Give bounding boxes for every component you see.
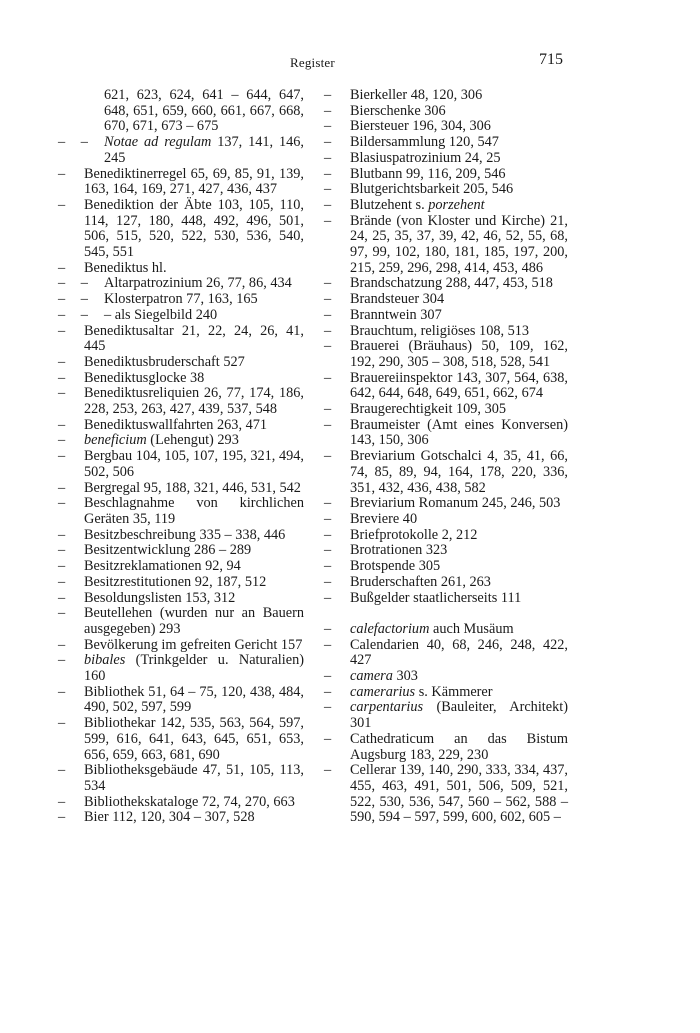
index-entry bbox=[324, 167, 568, 183]
entry-text bbox=[350, 118, 491, 134]
entry-body: Benediktion der Äbte 103, 105, 110, 114, 127, 180, 448, 492, 496, 501, 506, 515, 520, 522, 530, 536, 540, 545, 551 bbox=[84, 196, 304, 261]
entry-text bbox=[84, 637, 302, 653]
entry-body: 303 bbox=[392, 668, 418, 684]
entry-body: Bibliothekskataloge 72, 74, 270, 663 bbox=[84, 793, 295, 810]
entry-dash: – bbox=[58, 432, 66, 449]
entry-text bbox=[84, 684, 304, 716]
entry-dash: – bbox=[324, 212, 332, 229]
index-entry bbox=[324, 496, 568, 512]
index-entry bbox=[58, 575, 304, 591]
entry-body: Besitzbeschreibung 335 – 338, 446 bbox=[84, 526, 286, 543]
entry-dash: – bbox=[324, 275, 332, 292]
entry-dash: – bbox=[58, 353, 66, 370]
index-entry bbox=[58, 716, 304, 763]
entry-body: Benediktusreliquien 26, 77, 174, 186, 228, 253, 263, 427, 439, 537, 548 bbox=[84, 385, 304, 418]
entry-dash: – bbox=[58, 322, 66, 339]
entry-text bbox=[350, 417, 568, 449]
entry-dash: – bbox=[324, 542, 332, 559]
entry-body: Besitzrestitutionen 92, 187, 512 bbox=[84, 573, 267, 590]
entry-dash: – bbox=[58, 495, 66, 512]
entry-body: Benediktinerregel 65, 69, 85, 91, 139, 163, 164, 169, 271, 427, 436, 437 bbox=[84, 165, 304, 198]
entry-dash: – bbox=[324, 118, 332, 135]
index-entry bbox=[58, 543, 304, 559]
entry-body: Breviarium Gotschalci 4, 35, 41, 66, 74, 85, 89, 94, 164, 178, 220, 336, 351, 432, 436, 438, 582 bbox=[350, 448, 568, 496]
entry-body: (Bauleiter, Architekt) 301 bbox=[350, 699, 568, 732]
entry-dash: – bbox=[58, 809, 66, 826]
index-entry bbox=[58, 198, 304, 261]
index-entry bbox=[324, 622, 568, 638]
entry-body: Blasiuspatrozinium 24, 25 bbox=[350, 149, 501, 166]
entry-text bbox=[350, 291, 444, 307]
entry-body: Altarpatrozinium 26, 77, 86, 434 bbox=[104, 275, 292, 292]
index-entry bbox=[324, 543, 568, 559]
entry-body: Benediktuswallfahrten 263, 471 bbox=[84, 416, 268, 433]
entry-text bbox=[84, 542, 251, 558]
entry-dash: – bbox=[324, 416, 332, 433]
index-entry bbox=[58, 606, 304, 637]
entry-dash: – bbox=[324, 589, 332, 606]
entry-body: s. Kämmerer bbox=[415, 683, 493, 700]
entry-text bbox=[84, 715, 304, 762]
entry-text bbox=[350, 370, 568, 402]
entry-body: Braumeister (Amt eines Konversen) 143, 150, 306 bbox=[350, 416, 568, 449]
index-entry bbox=[58, 371, 304, 387]
entry-body: Benediktus hl. bbox=[84, 259, 167, 276]
index-entry bbox=[58, 810, 304, 826]
entry-text bbox=[350, 558, 440, 574]
entry-body: Klosterpatron 77, 163, 165 bbox=[104, 291, 258, 308]
entry-body: Blutbann 99, 116, 209, 546 bbox=[350, 165, 506, 182]
entry-text bbox=[350, 213, 568, 276]
entry-body: Benediktusglocke 38 bbox=[84, 369, 205, 386]
entry-body: Calendarien 40, 68, 246, 248, 422, 427 bbox=[350, 636, 568, 669]
index-entry bbox=[58, 261, 304, 277]
index-entry bbox=[324, 151, 568, 167]
entry-italic-term: camera bbox=[350, 668, 393, 684]
entry-body: 621, 623, 624, 641 – 644, 647, 648, 651, 659, 660, 661, 667, 668, 670, 671, 673 – 675 bbox=[104, 87, 304, 135]
entry-body: Brandsteuer 304 bbox=[350, 291, 445, 308]
index-entry bbox=[324, 449, 568, 496]
entry-text bbox=[84, 809, 255, 825]
entry-body: Bibliothek 51, 64 – 75, 120, 438, 484, 490, 502, 597, 599 bbox=[84, 683, 304, 716]
entry-body: Brauchtum, religiöses 108, 513 bbox=[350, 322, 530, 339]
entry-dash: – bbox=[324, 699, 332, 716]
entry-dash: – bbox=[324, 87, 332, 103]
index-entry bbox=[324, 528, 568, 544]
entry-italic-term: porzehent bbox=[428, 196, 485, 213]
entry-italic-term: Notae ad regulam bbox=[104, 134, 212, 151]
entry-text bbox=[350, 511, 417, 527]
entry-dash: – bbox=[324, 510, 332, 527]
entry-body: Briefprotokolle 2, 212 bbox=[350, 526, 478, 543]
entry-dash: – – bbox=[58, 275, 94, 292]
running-title: Register bbox=[290, 55, 335, 70]
entry-text bbox=[84, 574, 266, 590]
index-entry bbox=[58, 591, 304, 607]
entry-dash: – bbox=[324, 165, 332, 182]
entry-body: Beschlagnahme von kirchlichen Geräten 35, 119 bbox=[84, 495, 304, 527]
entry-body: Bierkeller 48, 120, 306 bbox=[350, 87, 483, 103]
entry-italic-term: carpentarius bbox=[350, 699, 424, 716]
entry-body: Brotspende 305 bbox=[350, 558, 441, 575]
entry-body: – als Siegelbild 240 bbox=[104, 306, 218, 323]
index-entry bbox=[58, 276, 304, 292]
entry-body: Cathedraticum an das Bistum Augsburg 183, 229, 230 bbox=[350, 730, 568, 763]
entry-text bbox=[350, 401, 506, 417]
entry-body: Bevölkerung im gefreiten Gericht 157 bbox=[84, 636, 303, 653]
entry-body: Blutgerichtsbarkeit 205, 546 bbox=[350, 181, 514, 198]
index-entry bbox=[324, 198, 568, 214]
entry-body: (Trinkgelder u. Naturalien) 160 bbox=[84, 652, 304, 685]
index-entry bbox=[324, 371, 568, 402]
entry-dash: – bbox=[58, 542, 66, 559]
entry-text bbox=[350, 134, 499, 150]
index-entry bbox=[58, 355, 304, 371]
entry-body: Benediktusaltar 21, 22, 24, 26, 41, 445 bbox=[84, 322, 304, 355]
entry-text bbox=[84, 385, 304, 417]
entry-body: Bußgelder staatlicherseits 111 bbox=[350, 589, 522, 606]
entry-dash: – bbox=[324, 322, 332, 339]
entry-text bbox=[84, 448, 304, 480]
entry-body: Brände (von Kloster und Kirche) 21, 24, 25, 35, 37, 39, 42, 46, 52, 55, 68, 97, 99, 102, 180, 181, 185, 197, 200, 215, 259, 296, 298, 414, 453, 486 bbox=[350, 212, 568, 276]
entry-dash: – bbox=[58, 385, 66, 402]
entry-dash: – bbox=[324, 401, 332, 418]
entry-dash: – bbox=[58, 715, 66, 732]
entry-dash: – bbox=[58, 479, 66, 496]
entry-dash: – bbox=[58, 259, 66, 276]
entry-body: Bruderschaften 261, 263 bbox=[350, 573, 491, 590]
index-entry bbox=[324, 182, 568, 198]
index-entry bbox=[58, 167, 304, 198]
entry-body: Bergregal 95, 188, 321, 446, 531, 542 bbox=[84, 479, 301, 496]
entry-dash: – bbox=[58, 793, 66, 810]
entry-text bbox=[104, 307, 217, 323]
entry-body: Brauerei (Bräuhaus) 50, 109, 162, 192, 290, 305 – 308, 518, 528, 541 bbox=[350, 338, 568, 370]
entry-text bbox=[350, 448, 568, 495]
entry-body: Brauereiinspektor 143, 307, 564, 638, 642, 644, 648, 649, 651, 662, 674 bbox=[350, 369, 568, 402]
entry-text bbox=[84, 762, 304, 794]
entry-text bbox=[350, 699, 568, 731]
entry-text bbox=[350, 338, 568, 370]
index-entry bbox=[324, 276, 568, 292]
index-entry bbox=[58, 418, 304, 434]
index-entry bbox=[324, 135, 568, 151]
entry-body: Bier 112, 120, 304 – 307, 528 bbox=[84, 809, 255, 826]
entry-text bbox=[84, 323, 304, 355]
entry-dash: – bbox=[58, 762, 66, 779]
entry-dash: – bbox=[324, 495, 332, 512]
entry-body: (Lehengut) 293 bbox=[146, 432, 239, 449]
entry-dash: – bbox=[324, 762, 332, 779]
entry-dash: – bbox=[324, 668, 332, 684]
entry-dash: – bbox=[58, 165, 66, 182]
entry-dash: – bbox=[58, 636, 66, 653]
entry-body: Braugerechtigkeit 109, 305 bbox=[350, 401, 507, 418]
entry-text bbox=[84, 166, 304, 198]
index-entry bbox=[324, 512, 568, 528]
entry-dash: – bbox=[324, 620, 332, 637]
entry-text bbox=[350, 495, 560, 511]
entry-text bbox=[104, 87, 304, 134]
running-header bbox=[0, 50, 700, 80]
entry-text bbox=[350, 637, 568, 669]
index-entry bbox=[324, 669, 568, 685]
entry-text bbox=[350, 87, 482, 103]
entry-dash: – – bbox=[58, 291, 94, 308]
entry-dash: – bbox=[324, 291, 332, 308]
index-entry bbox=[324, 88, 568, 104]
entry-text bbox=[84, 794, 295, 810]
index-entry bbox=[58, 638, 304, 654]
index-entry bbox=[58, 763, 304, 794]
entry-dash: – bbox=[324, 636, 332, 653]
entry-text bbox=[350, 762, 568, 825]
entry-text bbox=[350, 542, 447, 558]
entry-text bbox=[84, 558, 241, 574]
index-entry bbox=[324, 292, 568, 308]
entry-dash: – bbox=[324, 683, 332, 700]
entry-body: Beutellehen (wurden nur an Bauern ausgegeben) 293 bbox=[84, 605, 304, 637]
index-entry bbox=[324, 324, 568, 340]
entry-text bbox=[350, 684, 493, 700]
entry-dash: – bbox=[324, 102, 332, 119]
entry-body: Blutzehent s. bbox=[350, 196, 429, 213]
entry-body: Bibliothekar 142, 535, 563, 564, 597, 599, 616, 641, 643, 645, 651, 653, 656, 659, 663, 681, 690 bbox=[84, 715, 304, 763]
entry-text bbox=[84, 260, 167, 276]
entry-dash: – bbox=[58, 448, 66, 465]
index-entry bbox=[324, 575, 568, 591]
entry-text bbox=[84, 197, 304, 260]
entry-body: Brotrationen 323 bbox=[350, 542, 448, 559]
entry-text bbox=[350, 731, 568, 763]
entry-dash: – bbox=[324, 196, 332, 213]
entry-dash: – bbox=[58, 683, 66, 700]
entry-text bbox=[104, 291, 258, 307]
entry-dash: – bbox=[58, 589, 66, 606]
entry-text bbox=[84, 480, 301, 496]
entry-text bbox=[350, 323, 529, 339]
entry-dash: – bbox=[324, 306, 332, 323]
entry-body: Bergbau 104, 105, 107, 195, 321, 494, 502, 506 bbox=[84, 448, 304, 480]
entry-dash: – bbox=[324, 369, 332, 386]
index-entry bbox=[58, 88, 304, 135]
entry-dash: – bbox=[324, 558, 332, 575]
entry-dash: – bbox=[324, 730, 332, 747]
entry-body: Breviere 40 bbox=[350, 510, 418, 527]
entry-text bbox=[350, 166, 506, 182]
entry-body: Benediktusbruderschaft 527 bbox=[84, 353, 245, 370]
entry-dash: – bbox=[324, 338, 332, 355]
entry-dash: – bbox=[324, 181, 332, 198]
index-entry bbox=[324, 732, 568, 763]
entry-text bbox=[84, 590, 235, 606]
entry-text bbox=[104, 275, 292, 291]
index-entry bbox=[58, 386, 304, 417]
index-entry bbox=[324, 763, 568, 826]
entry-text bbox=[350, 527, 477, 543]
entry-text bbox=[84, 417, 267, 433]
entry-body: Branntwein 307 bbox=[350, 306, 442, 323]
index-entry bbox=[58, 292, 304, 308]
entry-text bbox=[84, 652, 304, 684]
entry-dash: – bbox=[58, 652, 66, 669]
entry-text bbox=[350, 197, 485, 213]
entry-body: Breviarium Romanum 245, 246, 503 bbox=[350, 495, 561, 512]
entry-dash: – bbox=[324, 526, 332, 543]
entry-text bbox=[350, 275, 553, 291]
entry-body: 137, 141, 146, 245 bbox=[104, 134, 305, 166]
entry-italic-term: bibales bbox=[84, 652, 126, 669]
index-entry bbox=[58, 135, 304, 166]
entry-dash: – bbox=[324, 448, 332, 465]
index-entry bbox=[58, 528, 304, 544]
entry-body: Besoldungslisten 153, 312 bbox=[84, 589, 236, 606]
index-entry bbox=[324, 418, 568, 449]
entry-dash: – bbox=[324, 134, 332, 151]
index-entry bbox=[58, 653, 304, 684]
entry-text bbox=[350, 307, 442, 323]
entry-text bbox=[84, 527, 285, 543]
index-entry bbox=[324, 700, 568, 731]
entry-text bbox=[84, 605, 304, 637]
entry-body: auch Musäum bbox=[429, 620, 514, 637]
entry-body: Bierschenke 306 bbox=[350, 102, 446, 119]
index-entry bbox=[324, 402, 568, 418]
entry-italic-term: beneficium bbox=[84, 432, 147, 449]
index-column-right bbox=[324, 88, 568, 826]
entry-text bbox=[350, 150, 501, 166]
entry-text bbox=[84, 370, 204, 386]
entry-dash: – bbox=[324, 573, 332, 590]
entry-dash: – bbox=[324, 149, 332, 166]
entry-dash: – bbox=[58, 605, 66, 622]
index-entry bbox=[58, 795, 304, 811]
index-entry bbox=[58, 324, 304, 355]
entry-text bbox=[84, 354, 245, 370]
entry-text bbox=[84, 432, 239, 448]
index-entry bbox=[324, 559, 568, 575]
entry-dash: – bbox=[58, 416, 66, 433]
index-entry bbox=[58, 433, 304, 449]
entry-text bbox=[350, 181, 513, 197]
entry-text bbox=[350, 590, 521, 606]
index-entry bbox=[324, 214, 568, 277]
index-entry bbox=[324, 119, 568, 135]
page-number: 715 bbox=[539, 51, 563, 68]
index-entry bbox=[324, 638, 568, 669]
index-entry bbox=[58, 559, 304, 575]
entry-dash: – – bbox=[58, 134, 94, 151]
index-entry bbox=[58, 496, 304, 527]
entry-italic-term: camerarius bbox=[350, 683, 416, 700]
entry-body: Cellerar 139, 140, 290, 333, 334, 437, 455, 463, 491, 501, 506, 509, 521, 522, 530, 536, 547, 560 – 562, 588 – 590, 594 – 597, 599, 600, 602, 605 – bbox=[350, 762, 568, 826]
entry-dash: – bbox=[58, 196, 66, 213]
entry-text bbox=[350, 668, 418, 684]
entry-dash: – – bbox=[58, 306, 94, 323]
index-column-left bbox=[58, 88, 304, 826]
index-entry bbox=[324, 591, 568, 607]
entry-text bbox=[84, 495, 304, 527]
entry-body: Besitzentwicklung 286 – 289 bbox=[84, 542, 252, 559]
entry-text bbox=[350, 621, 514, 637]
entry-body: Bibliotheksgebäude 47, 51, 105, 113, 534 bbox=[84, 762, 304, 794]
index-entry bbox=[58, 308, 304, 324]
entry-text bbox=[350, 574, 491, 590]
entry-dash: – bbox=[58, 526, 66, 543]
index-entry bbox=[324, 685, 568, 701]
entry-dash: – bbox=[58, 573, 66, 590]
entry-text bbox=[350, 103, 446, 119]
index-entry bbox=[58, 449, 304, 480]
entry-body: Brandschatzung 288, 447, 453, 518 bbox=[350, 275, 553, 292]
entry-italic-term: calefactorium bbox=[350, 620, 430, 637]
entry-body: Biersteuer 196, 304, 306 bbox=[350, 118, 491, 135]
entry-body: Bildersammlung 120, 547 bbox=[350, 134, 499, 151]
index-entry bbox=[58, 481, 304, 497]
entry-dash: – bbox=[58, 558, 66, 575]
entry-body: Besitzreklamationen 92, 94 bbox=[84, 558, 241, 575]
entry-dash: – bbox=[58, 369, 66, 386]
index-entry bbox=[324, 339, 568, 370]
entry-text bbox=[104, 134, 304, 166]
index-entry bbox=[58, 685, 304, 716]
index-entry bbox=[324, 308, 568, 324]
index-entry bbox=[324, 104, 568, 120]
